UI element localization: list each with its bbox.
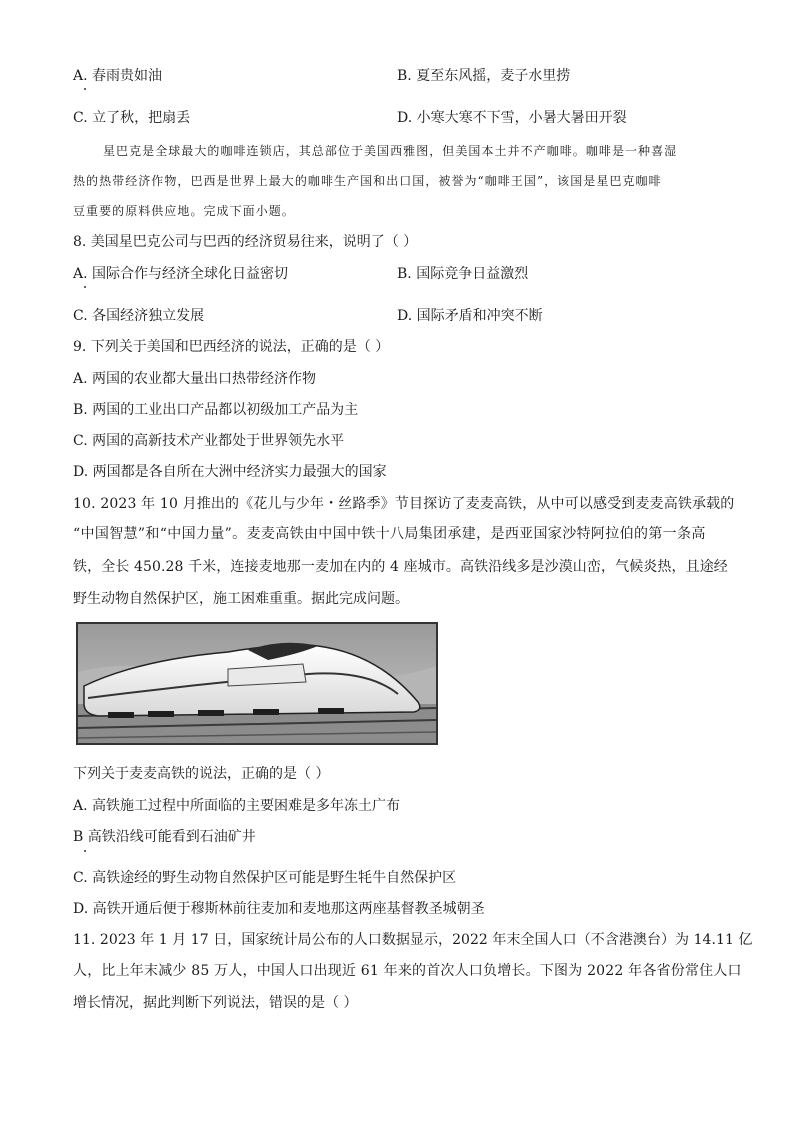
q9-option-a[interactable]: A. 两国的农业都大量出口热带经济作物: [73, 371, 317, 387]
scan-dot: [84, 88, 86, 90]
q10-line-2: “中国智慧”和“中国力量”。麦麦高铁由中国中铁十八局集团承建，是西亚国家沙特阿拉伯的第一条高: [73, 526, 706, 542]
q9-option-b[interactable]: B. 两国的工业出口产品都以初级加工产品为主: [73, 402, 359, 418]
q10-option-b[interactable]: B 高铁沿线可能看到石油矿井: [73, 829, 256, 845]
q11-line-2: 人，比上年末减少 85 万人，中国人口出现近 61 年来的首次人口负增长。下图为 2022 年各省份常住人口: [73, 963, 742, 979]
q10-option-c[interactable]: C. 高铁途经的野生动物自然保护区可能是野生牦牛自然保护区: [73, 870, 457, 886]
q7-option-c[interactable]: C. 立了秋，把扇丢: [73, 110, 191, 126]
q10-option-d[interactable]: D. 高铁开通后便于穆斯林前往麦加和麦地那这两座基督教圣城朝圣: [73, 901, 485, 917]
q9-option-c[interactable]: C. 两国的高新技术产业都处于世界领先水平: [73, 433, 345, 449]
q8-option-c[interactable]: C. 各国经济独立发展: [73, 308, 205, 324]
q11-line-1: 11. 2023 年 1 月 17 日，国家统计局公布的人口数据显示，2022 年末全国人口（不含港澳台）为 14.11 亿: [73, 932, 753, 948]
q7-option-b[interactable]: B. 夏至东风摇，麦子水里捞: [397, 68, 571, 84]
q7-option-d[interactable]: D. 小寒大寒不下雪，小暑大暑田开裂: [397, 110, 627, 126]
q8-option-b[interactable]: B. 国际竞争日益激烈: [397, 266, 529, 282]
q10-stem: 下列关于麦麦高铁的说法，正确的是（ ）: [73, 766, 330, 782]
passage-line-3: 豆重要的原料供应地。完成下面小题。: [73, 204, 295, 218]
passage-line-1: 星巴克是全球最大的咖啡连锁店，其总部位于美国西雅图，但美国本土并不产咖啡。咖啡是一种喜湿: [103, 144, 678, 158]
q8-option-a[interactable]: A. 国际合作与经济全球化日益密切: [73, 266, 289, 282]
scan-dot: [84, 286, 86, 288]
q10-line-4: 野生动物自然保护区，施工困难重重。据此完成问题。: [73, 591, 409, 607]
passage-line-2: 热的热带经济作物，巴西是世界上最大的咖啡生产国和出口国，被誉为“咖啡王国”，该国是星巴克咖啡: [73, 174, 662, 188]
train-illustration: [78, 624, 436, 743]
q8-option-d[interactable]: D. 国际矛盾和冲突不断: [397, 308, 543, 324]
q11-line-3: 增长情况，据此判断下列说法，错误的是（ ）: [73, 995, 358, 1011]
high-speed-train-photo: [76, 622, 438, 745]
q9-stem: 9. 下列关于美国和巴西经济的说法，正确的是（ ）: [73, 339, 390, 355]
q8-stem: 8. 美国星巴克公司与巴西的经济贸易往来，说明了（ ）: [73, 234, 418, 250]
q7-option-a[interactable]: A. 春雨贵如油: [73, 68, 163, 84]
q10-line-1: 10. 2023 年 10 月推出的《花儿与少年・丝路季》节目探访了麦麦高铁，从中可以感受到麦麦高铁承载的: [73, 496, 735, 512]
q10-line-3: 铁，全长 450.28 千米，连接麦地那一麦加在内的 4 座城市。高铁沿线多是沙漠山峦，气候炎热，且途经: [73, 559, 728, 575]
q10-option-a[interactable]: A. 高铁施工过程中所面临的主要困难是多年冻土广布: [73, 798, 401, 814]
q9-option-d[interactable]: D. 两国都是各自所在大洲中经济实力最强大的国家: [73, 464, 387, 480]
scan-dot: [84, 850, 86, 852]
